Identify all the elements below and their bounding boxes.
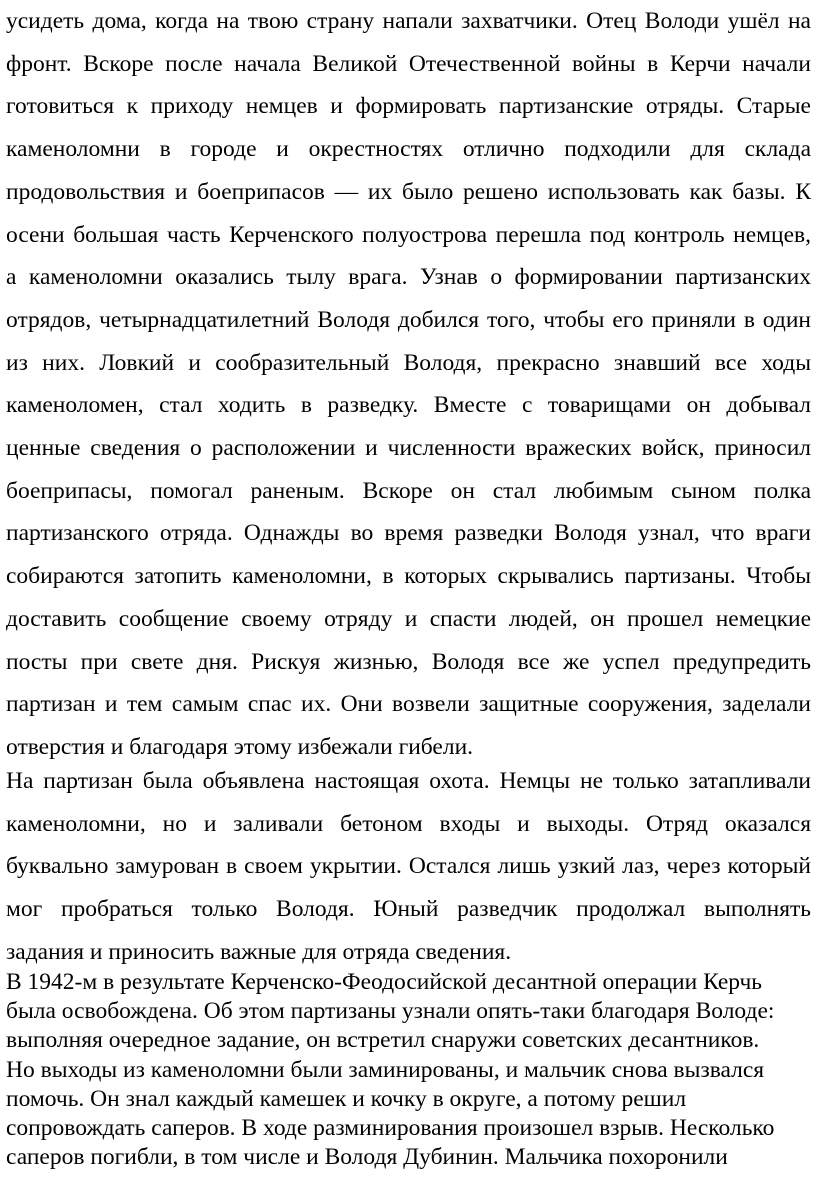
text-line: боеприпасы, помогал раненым. Вскоре он стал любимым сыном полка bbox=[6, 477, 811, 504]
text-line: буквально замурован в своем укрытии. Остался лишь узкий лаз, через который bbox=[6, 853, 811, 880]
text-line: задания и приносить важные для отряда сведения. bbox=[6, 938, 512, 965]
text-line: а каменоломни оказались тылу врага. Узнав о формировании партизанских bbox=[6, 264, 811, 291]
text-line: отверстия и благодаря этому избежали гибели. bbox=[6, 733, 474, 760]
text-line: партизанского отряда. Однажды во время разведки Володя узнал, что враги bbox=[6, 520, 811, 547]
text-line: каменоломни в городе и окрестностях отлично подходили для склада bbox=[6, 136, 811, 163]
text-line: саперов погибли, в том числе и Володя Дубинин. Мальчика похоронили bbox=[6, 1144, 728, 1171]
text-line: мог пробраться только Володя. Юный разведчик продолжал выполнять bbox=[6, 896, 811, 923]
text-line: готовиться к приходу немцев и формировать партизанские отряды. Старые bbox=[6, 93, 811, 120]
text-line: каменоломни, но и заливали бетоном входы и выходы. Отряд оказался bbox=[6, 810, 811, 837]
text-line: посты при свете дня. Рискуя жизнью, Володя все же успел предупредить bbox=[6, 648, 811, 675]
text-line: продовольствия и боеприпасов — их было решено использовать как базы. К bbox=[6, 178, 811, 205]
text-line: В 1942-м в результате Керченско-Феодосийской десантной операции Керчь bbox=[6, 969, 762, 995]
paragraph-hunt-for-partisans bbox=[6, 760, 811, 974]
text-line: помочь. Он знал каждый камешек и кочку в округе, а потому решил bbox=[6, 1085, 687, 1112]
text-line: собираются затопить каменоломни, в которых скрывались партизаны. Чтобы bbox=[6, 563, 811, 590]
text-line: выполняя очередное задание, он встретил снаружи советских десантников. bbox=[6, 1027, 760, 1054]
text-line: фронт. Вскоре после начала Великой Отечественной войны в Керчи начали bbox=[6, 50, 811, 77]
text-line: осени большая часть Керченского полуострова перешла под контроль немцев, bbox=[6, 221, 811, 248]
text-line: партизан и тем самым спас их. Они возвели защитные сооружения, заделали bbox=[6, 691, 811, 718]
text-line: каменоломен, стал ходить в разведку. Вместе с товарищами он добывал bbox=[6, 392, 811, 419]
paragraph-volodya-partisan bbox=[6, 0, 811, 769]
text-line: усидеть дома, когда на твою страну напали захватчики. Отец Володи ушёл на bbox=[6, 8, 811, 34]
text-line: отрядов, четырнадцатилетний Володя добился того, чтобы его приняли в один bbox=[6, 306, 811, 333]
paragraph-liberation-of-kerch bbox=[6, 968, 811, 1172]
text-line: сопровождать саперов. В ходе разминирования произошел взрыв. Несколько bbox=[6, 1115, 775, 1142]
text-line: была освобождена. Об этом партизаны узнали опять-таки благодаря Володе: bbox=[6, 998, 775, 1025]
text-line: ценные сведения о расположении и численности вражеских войск, приносил bbox=[6, 435, 811, 462]
text-line: Но выходы из каменоломни были заминированы, и мальчик снова вызвался bbox=[6, 1056, 765, 1083]
text-line: На партизан была объявлена настоящая охота. Немцы не только затапливали bbox=[6, 768, 811, 794]
text-line: из них. Ловкий и сообразительный Володя, прекрасно знавший все ходы bbox=[6, 349, 811, 376]
text-line: доставить сообщение своему отряду и спасти людей, он прошел немецкие bbox=[6, 605, 811, 632]
